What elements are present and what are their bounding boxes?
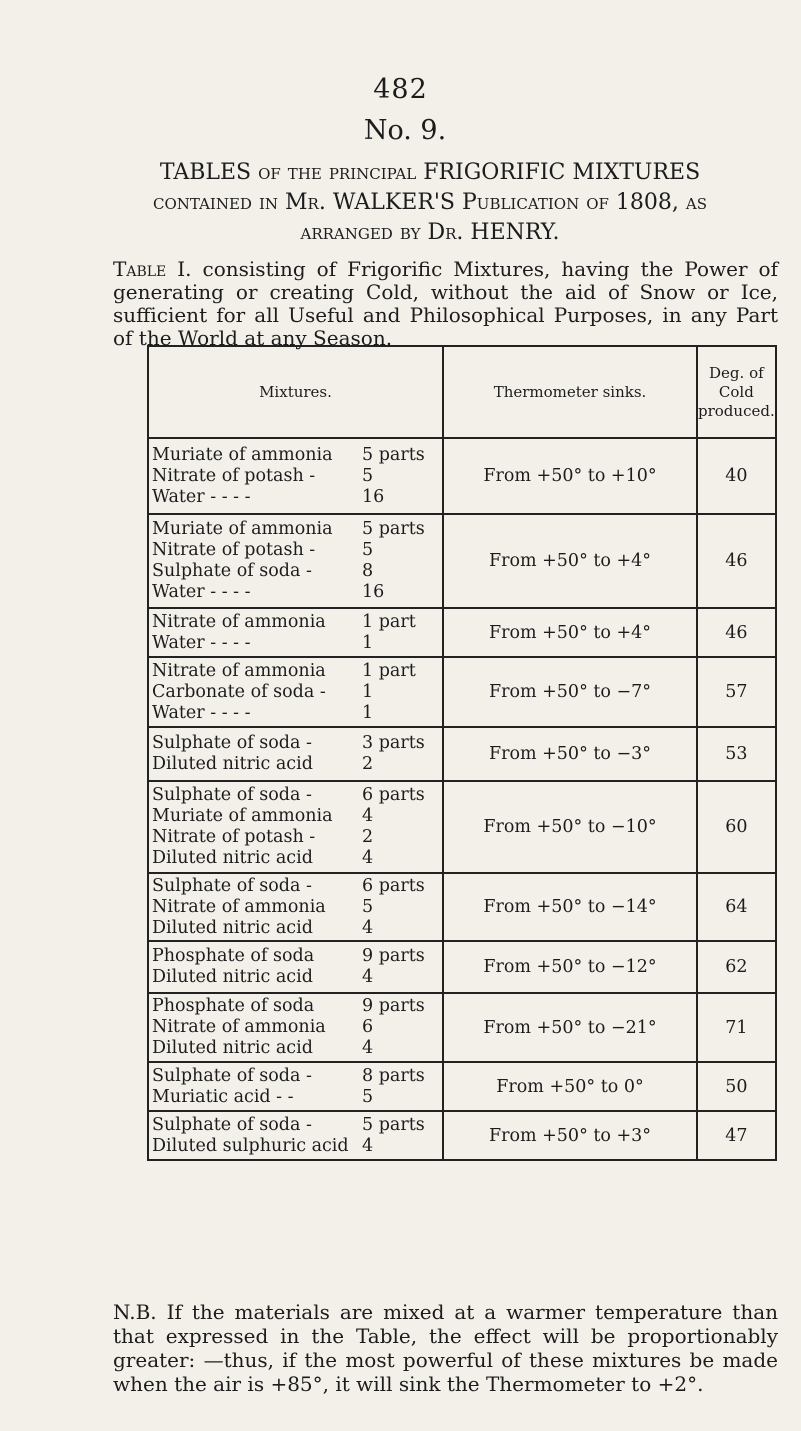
ingredient-name: Sulphate of soda -: [152, 1114, 312, 1135]
ingredient-amount: 16: [362, 486, 385, 507]
ingredient-name: Diluted nitric acid: [152, 967, 313, 987]
ingredient-amount: 4: [362, 806, 374, 826]
degrees-cell: 46: [697, 608, 776, 657]
mixture-cell: [148, 873, 443, 941]
heading-part: contained in Mr.: [153, 190, 333, 215]
ingredient-amount: 1 part: [362, 660, 416, 681]
ingredient-amount: 2: [362, 754, 374, 774]
thermometer-cell: From +50° to −10°: [443, 781, 697, 873]
ingredient-name: Water - - - -: [152, 582, 251, 602]
ingredient-line: [149, 897, 442, 918]
thermometer-cell: From +50° to −3°: [443, 727, 697, 781]
table-row: [148, 727, 776, 781]
frigorific-mixtures-table: [147, 345, 777, 1161]
ingredient-amount: 1: [362, 681, 374, 702]
ingredient-amount: 6: [362, 1017, 374, 1037]
ingredient-name: Sulphate of soda -: [152, 785, 312, 805]
ingredient-line: [149, 785, 442, 806]
ingredient-amount: 16: [362, 582, 385, 602]
ingredient-amount: 9 parts: [362, 946, 425, 966]
ingredient-name: Nitrate of potash -: [152, 465, 316, 486]
ingredient-line: [149, 1038, 442, 1059]
ingredient-line: [149, 996, 442, 1017]
table-header-row: [148, 346, 776, 438]
document-number: No. 9.: [363, 115, 447, 146]
degrees-cell: 50: [697, 1062, 776, 1111]
ingredient-name: Water - - - -: [152, 702, 251, 723]
ingredient-amount: 6 parts: [362, 875, 425, 896]
table-row: [148, 781, 776, 873]
ingredient-name: Phosphate of soda: [152, 996, 315, 1016]
ingredient-amount: 3 parts: [362, 733, 425, 753]
ingredient-line: [149, 1136, 442, 1157]
thermometer-cell: From +50° to −14°: [443, 873, 697, 941]
ingredient-name: Diluted nitric acid: [152, 1038, 313, 1058]
table-row: [148, 1111, 776, 1160]
ingredient-name: Water - - - -: [152, 632, 251, 653]
mixture-cell: [148, 608, 443, 657]
ingredient-amount: 5: [362, 1086, 374, 1107]
ingredient-amount: 5 parts: [362, 444, 425, 465]
ingredient-line: [149, 1115, 442, 1136]
document-heading: [110, 158, 750, 248]
ingredient-line: [149, 466, 442, 487]
ingredient-amount: 2: [362, 827, 374, 847]
mixture-cell: [148, 438, 443, 514]
degrees-cell: 64: [697, 873, 776, 941]
mixture-cell: [148, 993, 443, 1062]
mixture-cell: [148, 1062, 443, 1111]
table-row: [148, 941, 776, 993]
ingredient-line: [149, 682, 442, 703]
ingredient-amount: 5: [362, 896, 374, 917]
ingredient-line: [149, 445, 442, 466]
heading-part: HENRY.: [470, 220, 560, 245]
ingredient-amount: 4: [362, 967, 374, 987]
ingredient-name: Nitrate of ammonia: [152, 660, 326, 681]
ingredient-line: [149, 1087, 442, 1108]
ingredient-name: Sulphate of soda -: [152, 561, 312, 581]
ingredient-line: [149, 1017, 442, 1038]
table-row: [148, 1062, 776, 1111]
heading-part: as arranged by Dr.: [300, 190, 707, 245]
mixture-cell: [148, 657, 443, 727]
thermometer-cell: From +50° to −12°: [443, 941, 697, 993]
heading-part: of the principal: [258, 160, 424, 185]
ingredient-name: Diluted sulphuric acid: [152, 1135, 349, 1156]
table-row: [148, 438, 776, 514]
ingredient-name: Phosphate of soda: [152, 946, 315, 966]
ingredient-amount: 8 parts: [362, 1065, 425, 1086]
degrees-cell: 62: [697, 941, 776, 993]
header-thermometer: Thermometer sinks.: [443, 346, 697, 438]
heading-part: FRIGORIFIC MIXTURES: [423, 160, 701, 185]
ingredient-line: [149, 612, 442, 633]
ingredient-line: [149, 733, 442, 754]
ingredient-amount: 4: [362, 848, 374, 868]
ingredient-name: Sulphate of soda -: [152, 1065, 312, 1086]
ingredient-name: Sulphate of soda -: [152, 733, 312, 753]
ingredient-line: [149, 661, 442, 682]
degrees-cell: 53: [697, 727, 776, 781]
ingredient-line: [149, 918, 442, 939]
ingredient-line: [149, 633, 442, 654]
ingredient-name: Nitrate of potash -: [152, 827, 316, 847]
ingredient-name: Nitrate of ammonia: [152, 1017, 326, 1037]
ingredient-name: Nitrate of potash -: [152, 540, 316, 560]
degrees-cell: 60: [697, 781, 776, 873]
ingredient-line: [149, 1066, 442, 1087]
table-row: [148, 993, 776, 1062]
ingredient-line: [149, 487, 442, 508]
ingredient-name: Diluted nitric acid: [152, 754, 313, 774]
heading-part: WALKER'S: [332, 190, 462, 215]
ingredient-name: Nitrate of ammonia: [152, 611, 326, 632]
ingredient-name: Carbonate of soda -: [152, 681, 326, 702]
ingredient-name: Muriate of ammonia: [152, 519, 333, 539]
ingredient-amount: 8: [362, 561, 374, 581]
ingredient-line: [149, 946, 442, 967]
ingredient-name: Muriate of ammonia: [152, 806, 333, 826]
thermometer-cell: From +50° to +4°: [443, 514, 697, 608]
ingredient-amount: 5 parts: [362, 519, 425, 539]
mixture-cell: [148, 727, 443, 781]
mixture-cell: [148, 514, 443, 608]
table-row: [148, 514, 776, 608]
ingredient-line: [149, 754, 442, 775]
ingredient-line: [149, 827, 442, 848]
table-row: [148, 873, 776, 941]
degrees-cell: 57: [697, 657, 776, 727]
table-body: [148, 438, 776, 1160]
ingredient-amount: 6 parts: [362, 785, 425, 805]
ingredient-name: Nitrate of ammonia: [152, 896, 326, 917]
ingredient-amount: 1 part: [362, 611, 416, 632]
header-degrees: Deg. of Cold produced.: [697, 346, 776, 438]
ingredient-amount: 5: [362, 540, 374, 560]
thermometer-cell: From +50° to +4°: [443, 608, 697, 657]
mixture-cell: [148, 1111, 443, 1160]
intro-text: consisting of Frigorific Mixtures, having the Power of generating or creating Cold, without the aid of Snow or Ice, sufficient for all Useful and Philosophical Purposes, in any Part of the World at any Season.: [113, 257, 778, 350]
ingredient-amount: 4: [362, 1135, 374, 1156]
ingredient-name: Sulphate of soda -: [152, 875, 312, 896]
table-row: [148, 608, 776, 657]
degrees-cell: 47: [697, 1111, 776, 1160]
ingredient-amount: 1: [362, 632, 374, 653]
degrees-cell: 40: [697, 438, 776, 514]
heading-part: 1808,: [615, 190, 686, 215]
ingredient-line: [149, 561, 442, 582]
heading-part: Publication of: [462, 190, 616, 215]
intro-lead: Table I.: [113, 257, 192, 281]
ingredient-line: [149, 967, 442, 988]
header-mixtures: Mixtures.: [148, 346, 443, 438]
ingredient-name: Muriate of ammonia: [152, 444, 333, 465]
intro-paragraph: [113, 258, 778, 350]
thermometer-cell: From +50° to +10°: [443, 438, 697, 514]
ingredient-amount: 4: [362, 917, 374, 938]
mixture-cell: [148, 941, 443, 993]
footnote: N.B. If the materials are mixed at a warmer temperature than that expressed in the Table, the effect will be proportionably greater: —thus, if the most powerful of these mixtures be made when the air is +85°, it will sink the Thermometer to +2°.: [113, 1300, 778, 1396]
ingredient-line: [149, 876, 442, 897]
ingredient-line: [149, 703, 442, 724]
ingredient-amount: 5 parts: [362, 1114, 425, 1135]
degrees-cell: 46: [697, 514, 776, 608]
ingredient-line: [149, 519, 442, 540]
ingredient-name: Muriatic acid - -: [152, 1086, 294, 1107]
ingredient-amount: 4: [362, 1038, 374, 1058]
ingredient-amount: 5: [362, 465, 374, 486]
ingredient-name: Water - - - -: [152, 486, 251, 507]
table-row: [148, 657, 776, 727]
mixture-cell: [148, 781, 443, 873]
thermometer-cell: From +50° to −7°: [443, 657, 697, 727]
heading-part: TABLES: [159, 160, 259, 185]
degrees-cell: 71: [697, 993, 776, 1062]
ingredient-line: [149, 582, 442, 603]
ingredient-line: [149, 806, 442, 827]
thermometer-cell: From +50° to +3°: [443, 1111, 697, 1160]
thermometer-cell: From +50° to −21°: [443, 993, 697, 1062]
ingredient-amount: 9 parts: [362, 996, 425, 1016]
page-number: 482: [373, 74, 428, 105]
ingredient-line: [149, 848, 442, 869]
thermometer-cell: From +50° to 0°: [443, 1062, 697, 1111]
ingredient-line: [149, 540, 442, 561]
ingredient-name: Diluted nitric acid: [152, 917, 313, 938]
ingredient-amount: 1: [362, 702, 374, 723]
ingredient-name: Diluted nitric acid: [152, 848, 313, 868]
